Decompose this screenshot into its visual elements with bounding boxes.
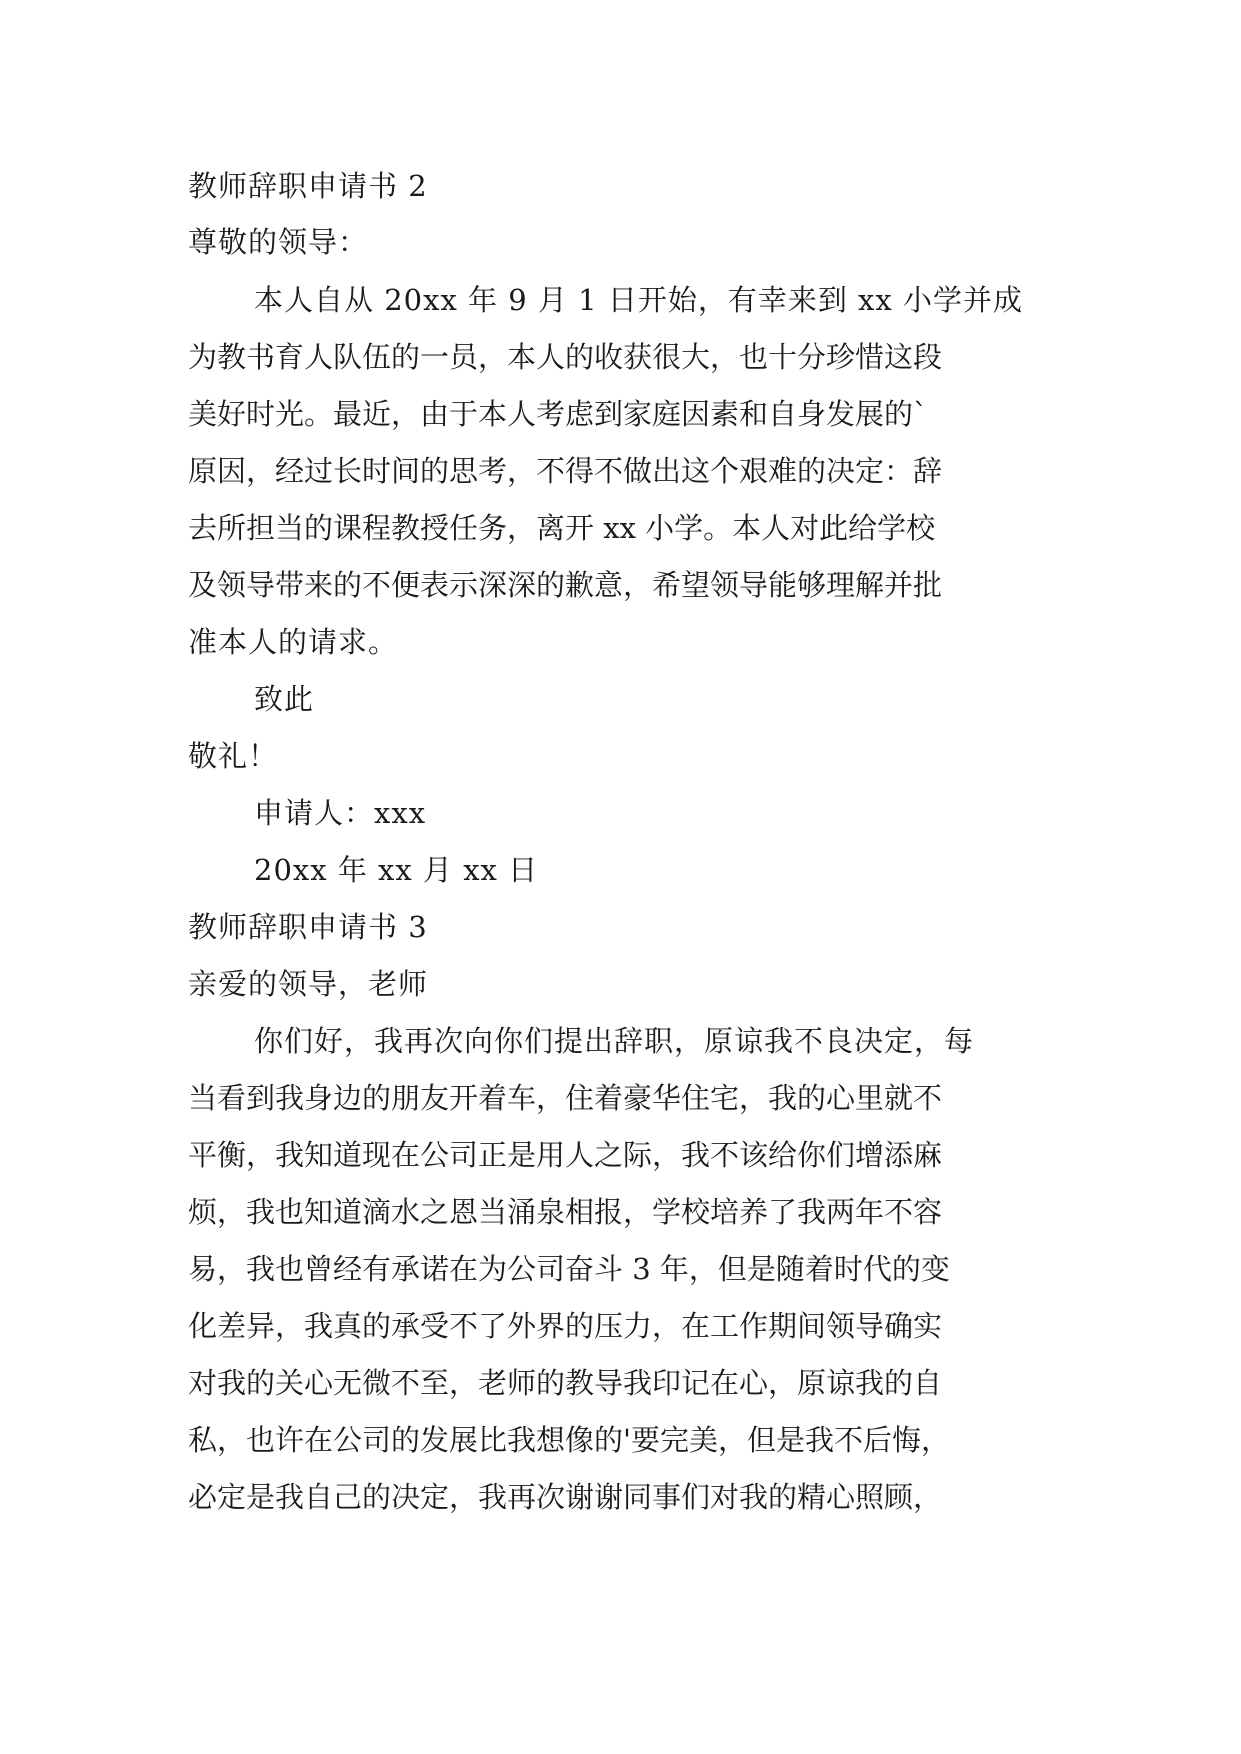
letter3-body-line-5: 易，我也曾经有承诺在为公司奋斗 3 年，但是随着时代的变: [188, 1252, 950, 1286]
letter3-body-line-6: 化差异，我真的承受不了外界的压力，在工作期间领导确实: [188, 1309, 943, 1343]
letter3-body-line-3: 平衡，我知道现在公司正是用人之际，我不该给你们增添麻: [188, 1138, 943, 1172]
letter2-body-line-5: 去所担当的课程教授任务，离开 xx 小学。本人对此给学校: [188, 511, 936, 545]
letter3-salutation: 亲爱的领导，老师: [188, 967, 429, 1001]
letter3-body-line-4: 烦，我也知道滴水之恩当涌泉相报，学校培养了我两年不容: [188, 1195, 943, 1229]
letter3-body-line-9: 必定是我自己的决定，我再次谢谢同事们对我的精心照顾，: [188, 1480, 943, 1514]
letter2-regards: 敬礼！: [188, 739, 279, 773]
letter2-body-line-4: 原因，经过长时间的思考，不得不做出这个艰难的决定：辞: [188, 454, 943, 488]
letter2-applicant: 申请人：xxx: [254, 796, 427, 830]
letter2-title: 教师辞职申请书 2: [188, 169, 428, 203]
letter2-body-line-2: 为教书育人队伍的一员，本人的收获很大，也十分珍惜这段: [188, 340, 943, 374]
letter3-title: 教师辞职申请书 3: [188, 910, 428, 944]
letter2-date: 20xx 年 xx 月 xx 日: [254, 853, 539, 887]
letter3-body-line-7: 对我的关心无微不至，老师的教导我印记在心，原谅我的自: [188, 1366, 943, 1400]
letter3-body-line-1: 你们好，我再次向你们提出辞职，原谅我不良决定，每: [254, 1024, 975, 1058]
letter2-body-line-6: 及领导带来的不便表示深深的歉意，希望领导能够理解并批: [188, 568, 943, 602]
letter2-body-line-3: 美好时光。最近，由于本人考虑到家庭因素和自身发展的`: [188, 397, 928, 431]
letter2-body-line-1: 本人自从 20xx 年 9 月 1 日开始，有幸来到 xx 小学并成: [254, 283, 1023, 317]
letter3-body-line-8: 私，也许在公司的发展比我想像的'要完美，但是我不后悔，: [188, 1423, 950, 1457]
letter2-body-line-7: 准本人的请求。: [188, 625, 399, 659]
letter2-closing: 致此: [254, 682, 315, 716]
letter2-salutation: 尊敬的领导：: [188, 225, 369, 259]
letter3-body-line-2: 当看到我身边的朋友开着车，住着豪华住宅，我的心里就不: [188, 1081, 943, 1115]
